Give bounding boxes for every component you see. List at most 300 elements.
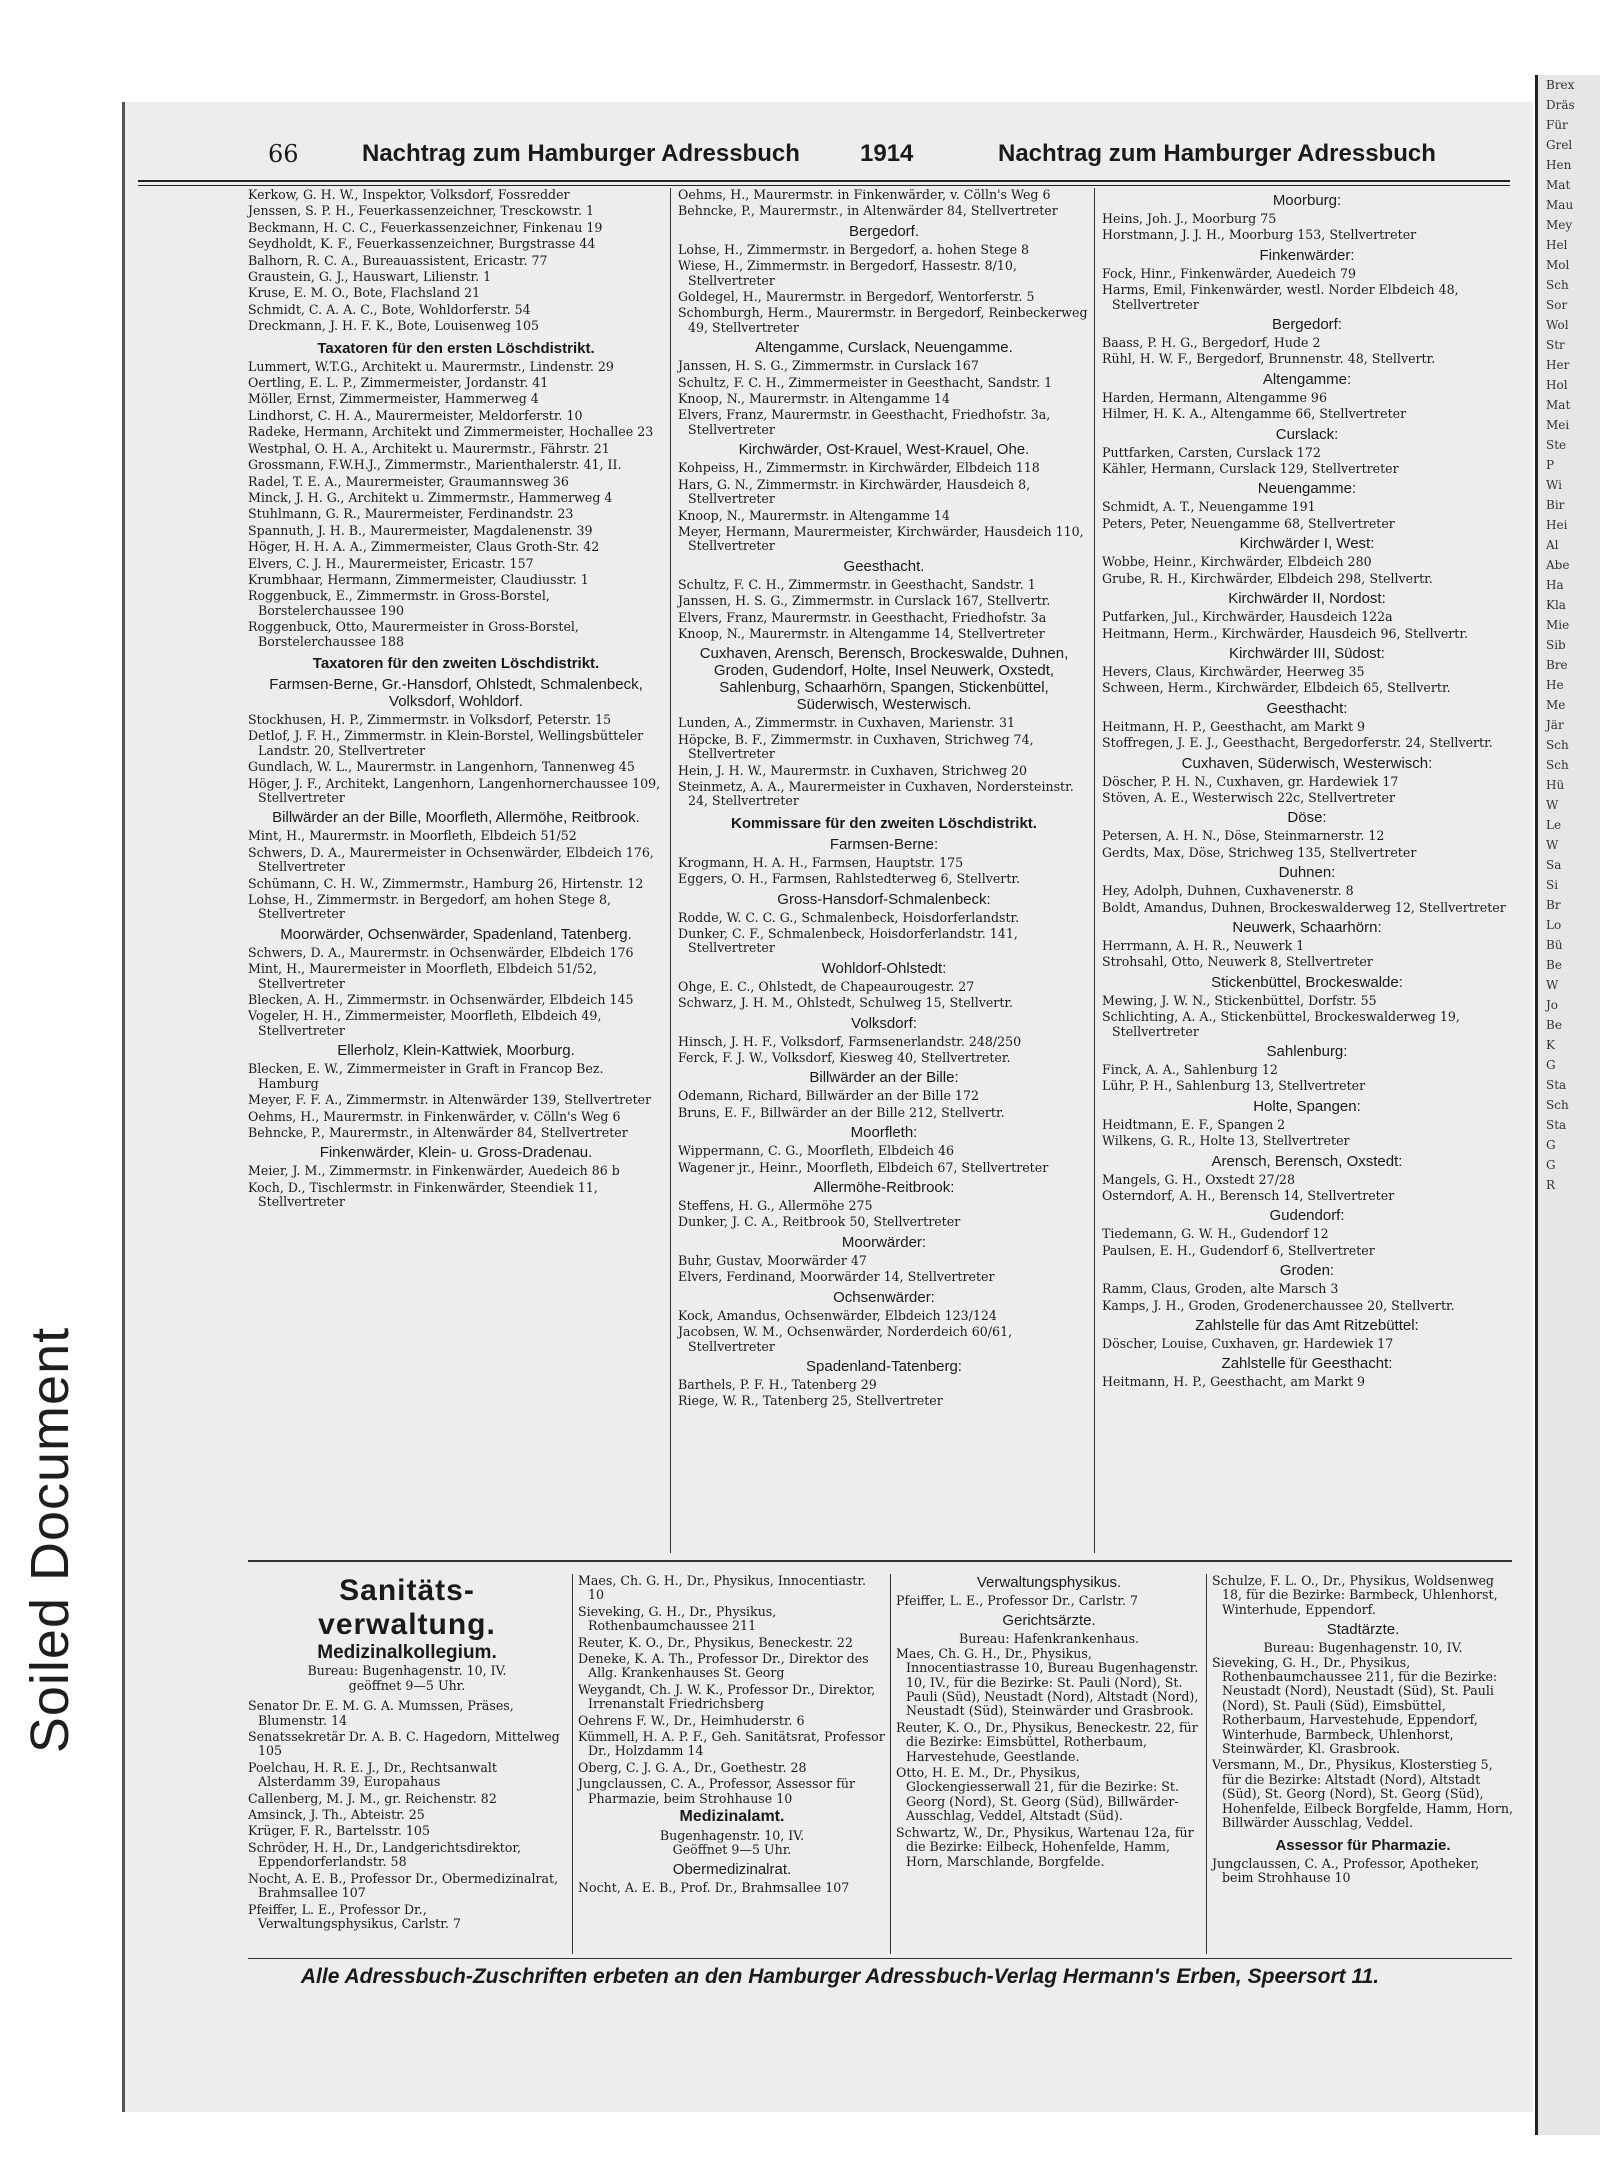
commissioner-district-heading: Bergedorf: — [1271, 316, 1343, 334]
directory-entry: Kümmell, H. A. P. F., Geh. Sanitätsrat, Professor Dr., Holzdamm 14 — [578, 1729, 885, 1759]
directory-entry: Senator Dr. E. M. G. A. Mumssen, Präses, Blumenstr. 14 — [248, 1698, 514, 1728]
column-divider — [572, 1574, 573, 1954]
entry-list — [1212, 1656, 1514, 1831]
directory-entry: Meier, J. M., Zimmermstr. in Finkenwärder, Auedeich 86 b — [248, 1163, 620, 1179]
assessor-heading: Assessor für Pharmazie. — [1275, 1836, 1451, 1854]
directory-entry: Rühl, H. W. F., Bergedorf, Brunnenstr. 48, Stellvertr. — [1102, 351, 1436, 367]
directory-entry: Janssen, H. S. G., Zimmermstr. in Curslack 167 — [678, 358, 979, 374]
directory-entry: Poelchau, H. R. E. J., Dr., Rechtsanwalt Alsterdamm 39, Europahaus — [248, 1759, 497, 1790]
edge-word-fragment: Si — [1546, 878, 1559, 892]
directory-entry: Roggenbuck, E., Zimmermstr. in Gross-Borstel, Borstelerchaussee 190 — [248, 588, 550, 618]
directory-entry: Versmann, M., Dr., Physikus, Klosterstieg 5, für die Bezirke: Altstadt (Nord), Altstadt (Süd), St. Georg (Nord), St. Georg (Süd), Hohenfelde, Eilbeck Borgfelde, Hamm, Horn, Billwärder Ausschlag, Veddel. — [1212, 1757, 1514, 1831]
edge-word-fragment: Sta — [1546, 1118, 1567, 1132]
directory-entry: Behncke, P., Maurermstr., in Altenwärder 84, Stellvertreter — [678, 203, 1058, 219]
directory-entry: Schmidt, C. A. A. C., Bote, Wohldorferstr. 54 — [248, 301, 531, 317]
directory-entry: Jenssen, S. P. H., Feuerkassenzeichner, Tresckowstr. 1 — [248, 203, 594, 219]
edge-word-fragment: Sch — [1546, 1098, 1569, 1112]
edge-word-fragment: Sib — [1546, 638, 1566, 652]
directory-entry: Dreckmann, J. H. F. K., Bote, Louisenweg 105 — [248, 318, 540, 334]
bottom-column-3 — [896, 1574, 1202, 1871]
edge-word-fragment: Sta — [1546, 1078, 1567, 1092]
directory-entry: Heitmann, H. P., Geesthacht, am Markt 9 — [1102, 718, 1366, 734]
entry-list — [678, 716, 1090, 808]
directory-entry: Jacobsen, W. M., Ochsenwärder, Norderdeich 60/61, Stellvertreter — [678, 1324, 1013, 1354]
directory-entry: Schröder, H. H., Dr., Landgerichtsdirektor, Eppendorferlandstr. 58 — [248, 1839, 522, 1870]
commissioner-district-heading: Neuengamme: — [1257, 480, 1357, 498]
edge-word-fragment: Le — [1546, 818, 1562, 832]
directory-entry: Höger, H. H. A. A., Zimmermeister, Claus Groth-Str. 42 — [248, 539, 600, 555]
directory-entry: Stöven, A. E., Westerwisch 22c, Stellvertreter — [1102, 789, 1396, 805]
sanitaets-title-1: Sanitäts- — [339, 1574, 475, 1607]
directory-entry: Graustein, G. J., Hauswart, Lilienstr. 1 — [248, 269, 492, 285]
directory-entry: Buhr, Gustav, Moorwärder 47 — [678, 1252, 867, 1268]
district-heading: Farmsen-Berne, Gr.-Hansdorf, Ohlstedt, Schmalenbeck, Volksdorf, Wohldorf. — [269, 675, 643, 710]
edge-word-fragment: Bir — [1546, 498, 1565, 512]
entry-list — [678, 243, 1090, 335]
column-divider — [890, 1574, 891, 1954]
directory-entry: Döscher, Louise, Cuxhaven, gr. Hardewiek 17 — [1102, 1336, 1394, 1352]
directory-entry: Boldt, Amandus, Duhnen, Brockeswalderweg 12, Stellvertreter — [1102, 899, 1506, 915]
edge-word-fragment: W — [1546, 798, 1559, 812]
page-header — [138, 140, 1510, 180]
section-title: Taxatoren für den zweiten Löschdistrikt. — [312, 654, 600, 672]
directory-entry: Fock, Hinr., Finkenwärder, Auedeich 79 — [1102, 265, 1357, 281]
entry-list — [678, 461, 1090, 553]
directory-entry: Radeke, Hermann, Architekt und Zimmermeister, Hochallee 23 — [248, 424, 654, 440]
directory-entry: Schwers, D. A., Maurermeister in Ochsenwärder, Elbdeich 176, Stellvertreter — [248, 844, 654, 875]
edge-word-fragment: Me — [1546, 698, 1566, 712]
entry-list — [248, 1062, 664, 1140]
directory-entry: Höpcke, B. F., Zimmermstr. in Cuxhaven, Strichweg 74, Stellvertreter — [678, 731, 1034, 762]
edge-word-fragment: G — [1546, 1058, 1556, 1072]
edge-word-fragment: Mey — [1546, 218, 1573, 232]
directory-entry: Sieveking, G. H., Dr., Physikus, Rothenbaumchaussee 211, für die Bezirke: Neustadt (Nord), Neustadt (Süd), St. Pauli (Nord), St. Pauli (Süd), Eimsbüttel, Rotherbaum, Harvestehude, Eppendorf, Winterhude, Barmbeck, Uhlenhorst, Steinwärder, Kl. Grasbrook. — [1212, 1654, 1498, 1757]
directory-entry: Lummert, W.T.G., Architekt u. Maurermstr., Lindenstr. 29 — [248, 358, 614, 374]
directory-entry: Kähler, Hermann, Curslack 129, Stellvertreter — [1102, 461, 1399, 477]
directory-entry: Schultz, F. C. H., Zimmermstr. in Geesthacht, Sandstr. 1 — [678, 576, 1036, 592]
entry-list — [678, 188, 1090, 219]
directory-entry: Gerdts, Max, Döse, Strichweg 135, Stellvertreter — [1102, 844, 1417, 860]
commissioner-groups — [1102, 192, 1512, 1390]
edge-word-fragment: W — [1546, 978, 1559, 992]
directory-entry: Harden, Hermann, Altengamme 96 — [1102, 389, 1327, 405]
edge-word-fragment: Für — [1546, 118, 1568, 132]
directory-entry: Schümann, C. H. W., Zimmermstr., Hamburg 26, Hirtenstr. 12 — [248, 875, 644, 891]
district-heading: Billwärder an der Bille: — [809, 1069, 959, 1087]
entry-list — [248, 1164, 664, 1209]
edge-word-fragment: Br — [1546, 898, 1561, 912]
directory-entry: Ohge, E. C., Ohlstedt, de Chapeaurougestr. 27 — [678, 978, 975, 994]
edge-word-fragment: Al — [1546, 538, 1559, 552]
directory-entry: Paulsen, E. H., Gudendorf 6, Stellvertreter — [1102, 1242, 1375, 1258]
directory-entry: Schomburgh, Herm., Maurermstr. in Bergedorf, Reinbeckerweg 49, Stellvertreter — [678, 305, 1088, 335]
sanitaets-title-2: verwaltung. — [318, 1608, 496, 1641]
edge-word-fragment: R — [1546, 1178, 1556, 1192]
directory-entry: Stockhusen, H. P., Zimmermstr. in Volksdorf, Peterstr. 15 — [248, 711, 612, 727]
commissioner-district-heading: Stickenbüttel, Brockeswalde: — [1211, 973, 1403, 991]
directory-entry: Strohsahl, Otto, Neuwerk 8, Stellvertreter — [1102, 954, 1373, 970]
edge-word-fragment: Be — [1546, 1018, 1562, 1032]
directory-entry: Vogeler, H. H., Zimmermeister, Moorfleth, Elbdeich 49, Stellvertreter — [248, 1008, 602, 1038]
obermedizinalrat-heading: Obermedizinalrat. — [672, 1861, 792, 1879]
district-heading: Kirchwärder, Ost-Krauel, West-Krauel, Ohe. — [738, 441, 1030, 459]
bottom-column-2 — [578, 1574, 886, 1898]
edge-word-fragment: G — [1546, 1158, 1556, 1172]
directory-entry: Schween, Herm., Kirchwärder, Elbdeich 65, Stellvertr. — [1102, 680, 1451, 696]
district-heading: Wohldorf-Ohlstedt: — [821, 959, 947, 977]
directory-entry: Knoop, N., Maurermstr. in Altengamme 14 — [678, 391, 950, 407]
district-heading: Spadenland-Tatenberg: — [806, 1357, 962, 1375]
medizinalamt-address: Bugenhagenstr. 10, IV. — [659, 1827, 805, 1843]
directory-entry: Westphal, O. H. A., Architekt u. Maurermstr., Fährstr. 21 — [248, 440, 610, 456]
edge-word-fragment: Hen — [1546, 158, 1572, 172]
directory-entry: Peters, Peter, Neuengamme 68, Stellvertreter — [1102, 515, 1395, 531]
directory-entry: Oehms, H., Maurermstr. in Finkenwärder, v. Cölln's Weg 6 — [678, 187, 1051, 202]
entry-list — [678, 1144, 1090, 1175]
directory-entry: Schmidt, A. T., Neuengamme 191 — [1102, 499, 1316, 515]
directory-entry: Blecken, A. H., Zimmermstr. in Ochsenwärder, Elbdeich 145 — [248, 992, 634, 1008]
directory-entry: Balhorn, R. C. A., Bureauassistent, Ericastr. 77 — [248, 252, 548, 268]
district-heading: Finkenwärder, Klein- u. Gross-Dradenau. — [319, 1144, 593, 1162]
edge-word-fragment: Be — [1546, 958, 1562, 972]
district-heading: Gross-Hansdorf-Schmalenbeck: — [777, 890, 991, 908]
column-divider — [1094, 188, 1095, 1553]
directory-entry: Maes, Ch. G. H., Dr., Physikus, Innocentiastr. 10 — [578, 1573, 866, 1603]
directory-entry: Jungclaussen, C. A., Professor, Assessor für Pharmazie, beim Strohhause 10 — [578, 1776, 855, 1806]
edge-word-fragment: Sa — [1546, 858, 1562, 872]
stadtaerzte-bureau: Bureau: Bugenhagenstr. 10, IV. — [1263, 1640, 1463, 1656]
commissioner-district-heading: Kirchwärder I, West: — [1239, 535, 1375, 553]
directory-entry: Heidtmann, E. F., Spangen 2 — [1102, 1116, 1286, 1132]
directory-entry: Knoop, N., Maurermstr. in Altengamme 14 — [678, 507, 950, 523]
column-divider — [1206, 1574, 1207, 1954]
edge-word-fragment: Brex — [1546, 78, 1575, 92]
commissioner-district-heading: Kirchwärder II, Nordost: — [1228, 590, 1386, 608]
entry-list — [248, 829, 664, 921]
directory-entry: Jungclaussen, C. A., Professor, Apotheker, beim Strohhause 10 — [1212, 1855, 1480, 1885]
medizinalamt-heading: Medizinalamt. — [679, 1808, 785, 1826]
right-page-edge — [1535, 75, 1600, 2135]
entry-list — [248, 1699, 566, 1931]
entry-list — [578, 1881, 886, 1895]
commissioner-district-heading: Moorburg: — [1272, 192, 1342, 209]
edge-word-fragment: Mau — [1546, 198, 1574, 212]
entry-list — [678, 856, 1090, 887]
edge-word-fragment: Dräs — [1546, 98, 1575, 112]
entry-list — [678, 359, 1090, 437]
directory-entry: Gundlach, W. L., Maurermstr. in Langenhorn, Tannenweg 45 — [248, 759, 635, 775]
edge-word-fragment: Hel — [1546, 238, 1568, 252]
directory-entry: Schwartz, W., Dr., Physikus, Wartenau 12a, für die Bezirke: Eilbeck, Hohenfelde, Hamm, Horn, Marschlande, Borgfelde. — [896, 1824, 1194, 1869]
directory-entry: Oehrens F. W., Dr., Heimhuderstr. 6 — [578, 1712, 805, 1728]
directory-entry: Lühr, P. H., Sahlenburg 13, Stellvertreter — [1102, 1078, 1366, 1094]
edge-word-fragment: K — [1546, 1038, 1555, 1052]
directory-entry: Maes, Ch. G. H., Dr., Physikus, Innocentiastrasse 10, Bureau Bugenhagenstr. 10, IV., für die Bezirke: St. Pauli (Nord), St. Pauli (Süd), Neustadt (Nord), Altstadt (Nord), Neustadt (Süd), Steinwärder und Grasbrook. — [896, 1645, 1199, 1719]
directory-entry: Janssen, H. S. G., Zimmermstr. in Curslack 167, Stellvertr. — [678, 593, 1051, 609]
district-heading: Bergedorf. — [848, 222, 920, 240]
directory-entry: Minck, J. H. G., Architekt u. Zimmermstr., Hammerweg 4 — [248, 489, 613, 505]
edge-word-fragment: Grel — [1546, 138, 1573, 152]
directory-entry: Kohpeiss, H., Zimmermstr. in Kirchwärder, Elbdeich 118 — [678, 460, 1040, 476]
directory-entry: Kamps, J. H., Groden, Grodenerchaussee 20, Stellvertr. — [1102, 1297, 1455, 1313]
entry-list — [248, 946, 664, 1038]
edge-word-fragment: Mat — [1546, 398, 1571, 412]
entry-list — [1212, 1574, 1514, 1617]
directory-entry: Puttfarken, Carsten, Curslack 172 — [1102, 444, 1321, 460]
directory-entry: Heitmann, H. P., Geesthacht, am Markt 9 — [1102, 1374, 1366, 1390]
commissioner-district-heading: Zahlstelle für Geesthacht: — [1221, 1355, 1393, 1373]
directory-entry: Goldegel, H., Maurermstr. in Bergedorf, Wentorferstr. 5 — [678, 289, 1035, 305]
directory-entry: Krüger, F. R., Bartelsstr. 105 — [248, 1823, 430, 1839]
directory-entry: Callenberg, M. J. M., gr. Reichenstr. 82 — [248, 1790, 497, 1806]
directory-entry: Baass, P. H. G., Bergedorf, Hude 2 — [1102, 335, 1321, 351]
directory-entry: Mangels, G. H., Oxstedt 27/28 — [1102, 1171, 1295, 1187]
directory-entry: Lindhorst, C. H. A., Maurermeister, Meldorferstr. 10 — [248, 407, 583, 423]
entry-list — [1212, 1857, 1514, 1886]
header-year: 1914 — [860, 140, 914, 167]
directory-entry: Krumbhaar, Hermann, Zimmermeister, Claudiusstr. 1 — [248, 571, 589, 587]
directory-entry: Petersen, A. H. N., Döse, Steinmarnerstr. 12 — [1102, 828, 1385, 844]
directory-entry: Oehms, H., Maurermstr. in Finkenwärder, v. Cölln's Weg 6 — [248, 1108, 621, 1124]
directory-entry: Möller, Ernst, Zimmermeister, Hammerweg 4 — [248, 391, 539, 407]
directory-entry: Radel, T. E. A., Maurermeister, Graumannsweg 36 — [248, 473, 569, 489]
directory-entry: Reuter, K. O., Dr., Physikus, Beneckestr. 22, für die Bezirke: Eimsbüttel, Rotherbaum, Harvestehude, Geestlande. — [896, 1719, 1198, 1764]
commissioner-district-heading: Döse: — [1287, 809, 1327, 827]
directory-entry: Mint, H., Maurermstr. in Moorfleth, Elbdeich 51/52 — [248, 828, 577, 844]
header-right-title: Nachtrag zum Hamburger Adressbuch — [998, 140, 1436, 167]
directory-entry: Nocht, A. E. B., Prof. Dr., Brahmsallee 107 — [578, 1880, 850, 1896]
directory-entry: Oertling, E. L. P., Zimmermeister, Jordanstr. 41 — [248, 375, 549, 391]
edge-word-fragment: W — [1546, 838, 1559, 852]
medizinalkollegium-heading: Medizinalkollegium. — [317, 1642, 497, 1663]
directory-entry: Roggenbuck, Otto, Maurermeister in Gross-Borstel, Borstelerchaussee 188 — [248, 619, 579, 649]
directory-entry: Steffens, H. G., Allermöhe 275 — [678, 1198, 873, 1214]
edge-word-fragment: Sch — [1546, 738, 1569, 752]
directory-entry: Eggers, O. H., Farmsen, Rahlstedterweg 6, Stellvertr. — [678, 871, 1021, 887]
footer-rule — [248, 1958, 1512, 1959]
edge-word-fragment: Hei — [1546, 518, 1568, 532]
commissioner-district-heading: Gudendorf: — [1269, 1207, 1345, 1225]
edge-word-fragment: Kla — [1546, 598, 1566, 612]
opening-hours: geöffnet 9—5 Uhr. — [348, 1677, 466, 1693]
entry-list — [678, 1035, 1090, 1066]
edge-word-fragment: Mol — [1546, 258, 1570, 272]
commissioner-district-heading: Finkenwärder: — [1259, 246, 1355, 264]
edge-word-fragment: Ste — [1546, 438, 1567, 452]
edge-word-fragment: Mei — [1546, 418, 1570, 432]
district-heading: Moorwärder: — [841, 1233, 927, 1251]
directory-entry: Hars, G. N., Zimmermstr. in Kirchwärder, Hausdeich 8, Stellvertreter — [678, 476, 1031, 507]
section-title: Taxatoren für den ersten Löschdistrikt. — [317, 339, 595, 357]
stadtaerzte-heading: Stadtärzte. — [1326, 1621, 1400, 1639]
entry-list — [678, 578, 1090, 642]
directory-entry: Wiese, H., Zimmermstr. in Bergedorf, Hassestr. 8/10, Stellvertreter — [678, 258, 1017, 288]
directory-entry: Hein, J. H. W., Maurermstr. in Cuxhaven, Strichweg 20 — [678, 762, 1028, 778]
directory-entry: Blecken, E. W., Zimmermeister in Graft in Francop Bez. Hamburg — [248, 1061, 604, 1091]
column-3 — [1102, 188, 1512, 1392]
entry-list — [678, 1089, 1090, 1120]
directory-entry: Otto, H. E. M., Dr., Physikus, Glockengiesserwall 21, für die Bezirke: St. Georg (Nord), St. Georg (Süd), Billwärder-Ausschlag, Veddel, Altstadt (Süd). — [896, 1765, 1179, 1824]
section-title: Kommissare für den zweiten Löschdistrikt. — [731, 814, 1037, 832]
directory-entry: Riege, W. R., Tatenberg 25, Stellvertreter — [678, 1393, 943, 1409]
district-heading: Farmsen-Berne: — [829, 835, 939, 853]
directory-entry: Oberg, C. J. G. A., Dr., Goethestr. 28 — [578, 1759, 807, 1775]
district-heading: Ochsenwärder: — [833, 1288, 935, 1306]
gerichtsaerzte-bureau: Bureau: Hafenkrankenhaus. — [958, 1631, 1140, 1647]
directory-entry: Wilkens, G. R., Holte 13, Stellvertreter — [1102, 1133, 1350, 1149]
directory-entry: Amsinck, J. Th., Abteistr. 25 — [248, 1807, 425, 1823]
commissioner-district-heading: Kirchwärder III, Südost: — [1229, 644, 1385, 662]
entry-list — [678, 1254, 1090, 1285]
entry-list — [248, 713, 664, 805]
header-rule — [138, 180, 1510, 186]
directory-entry: Mint, H., Maurermeister in Moorfleth, Elbdeich 51/52, Stellvertreter — [248, 961, 598, 991]
directory-entry: Kock, Amandus, Ochsenwärder, Elbdeich 123/124 — [678, 1307, 997, 1323]
entry-list — [248, 360, 664, 649]
edge-word-fragment: Bre — [1546, 658, 1568, 672]
directory-entry: Ferck, F. J. W., Volksdorf, Kiesweg 40, Stellvertreter. — [678, 1050, 1011, 1066]
page-number: 66 — [268, 140, 299, 168]
publisher-footer: Alle Adressbuch-Zuschriften erbeten an den Hamburger Adressbuch-Verlag Hermann's Erben, Speersort 11. — [300, 1965, 1380, 1988]
commissioner-district-heading: Duhnen: — [1278, 864, 1336, 882]
directory-entry: Dunker, J. C. A., Reitbrook 50, Stellvertreter — [678, 1214, 961, 1230]
directory-entry: Schwers, D. A., Maurermstr. in Ochsenwärder, Elbdeich 176 — [248, 944, 634, 960]
directory-entry: Barthels, P. F. H., Tatenberg 29 — [678, 1376, 877, 1392]
medizinalamt-hours: Geöffnet 9—5 Uhr. — [672, 1841, 792, 1857]
commissioner-district-heading: Cuxhaven, Süderwisch, Westerwisch: — [1181, 754, 1433, 772]
directory-entry: Schultz, F. C. H., Zimmermeister in Geesthacht, Sandstr. 1 — [678, 374, 1053, 390]
directory-entry: Tiedemann, G. W. H., Gudendorf 12 — [1102, 1226, 1329, 1242]
directory-entry: Hilmer, H. K. A., Altengamme 66, Stellvertreter — [1102, 406, 1407, 422]
edge-word-fragment: P — [1546, 458, 1555, 472]
edge-word-fragment: Hol — [1546, 378, 1568, 392]
directory-entry: Grube, R. H., Kirchwärder, Elbdeich 298, Stellvertr. — [1102, 570, 1433, 586]
stamp-text: Soiled Document — [20, 1326, 80, 1754]
directory-entry: Beckmann, H. C. C., Feuerkassenzeichner, Finkenau 19 — [248, 219, 603, 235]
edge-word-fragment: Ha — [1546, 578, 1564, 592]
header-left-title: Nachtrag zum Hamburger Adressbuch — [362, 140, 800, 167]
directory-entry: Herrmann, A. H. R., Neuwerk 1 — [1102, 937, 1305, 953]
directory-entry: Wobbe, Heinr., Kirchwärder, Elbdeich 280 — [1102, 554, 1372, 570]
commissioner-district-heading: Groden: — [1279, 1262, 1335, 1280]
directory-entry: Behncke, P., Maurermstr., in Altenwärder 84, Stellvertreter — [248, 1124, 628, 1140]
directory-entry: Reuter, K. O., Dr., Physikus, Beneckestr. 22 — [578, 1634, 853, 1650]
directory-entry: Stuhlmann, G. R., Maurermeister, Ferdinandstr. 23 — [248, 506, 574, 522]
edge-word-fragment: Str — [1546, 338, 1565, 352]
verwaltungsphysikus-heading: Verwaltungsphysikus. — [976, 1574, 1122, 1591]
commissioner-district-heading: Sahlenburg: — [1266, 1043, 1348, 1060]
directory-entry: Hevers, Claus, Kirchwärder, Heerweg 35 — [1102, 663, 1365, 679]
entry-list — [678, 911, 1090, 956]
directory-entry: Koch, D., Tischlermstr. in Finkenwärder, Steendiek 11, Stellvertreter — [248, 1179, 598, 1210]
gerichtsaerzte-heading: Gerichtsärzte. — [1002, 1612, 1096, 1630]
directory-entry: Elvers, C. J. H., Maurermeister, Ericastr. 157 — [248, 555, 534, 571]
directory-entry: Knoop, N., Maurermstr. in Altengamme 14, Stellvertreter — [678, 625, 1045, 641]
directory-entry: Senatssekretär Dr. A. B. C. Hagedorn, Mittelweg 105 — [248, 1729, 560, 1759]
directory-entry: Kerkow, G. H. W., Inspektor, Volksdorf, Fossredder — [248, 187, 570, 202]
commissioner-district-heading: Geesthacht: — [1266, 699, 1348, 717]
directory-entry: Hey, Adolph, Duhnen, Cuxhavenerstr. 8 — [1102, 883, 1354, 899]
entry-list — [678, 980, 1090, 1011]
district-heading: Geesthacht. — [843, 557, 925, 575]
directory-entry: Seydholdt, K. F., Feuerkassenzeichner, Burgstrasse 44 — [248, 236, 596, 252]
commissioner-district-heading: Zahlstelle für das Amt Ritzebüttel: — [1195, 1317, 1419, 1335]
directory-entry: Lohse, H., Zimmermstr. in Bergedorf, am hohen Stege 8, Stellvertreter — [248, 892, 611, 922]
edge-word-fragment: Lo — [1546, 918, 1562, 932]
directory-entry: Wagener jr., Heinr., Moorfleth, Elbdeich 67, Stellvertreter — [678, 1159, 1049, 1175]
directory-entry: Odemann, Richard, Billwärder an der Bille 172 — [678, 1088, 979, 1104]
edge-word-fragment: Mie — [1546, 618, 1570, 632]
directory-entry: Spannuth, J. H. B., Maurermeister, Magdalenenstr. 39 — [248, 522, 593, 538]
edge-word-fragment: Mat — [1546, 178, 1571, 192]
directory-entry: Dunker, C. F., Schmalenbeck, Hoisdorferlandstr. 141, Stellvertreter — [678, 926, 1018, 956]
directory-entry: Lohse, H., Zimmermstr. in Bergedorf, a. hohen Stege 8 — [678, 241, 1030, 257]
entry-list — [678, 1199, 1090, 1230]
district-heading: Moorwärder, Ochsenwärder, Spadenland, Tatenberg. — [280, 925, 632, 943]
section-separator — [248, 1560, 1512, 1562]
directory-entry: Schwarz, J. H. M., Ohlstedt, Schulweg 15, Stellvertr. — [678, 995, 1014, 1011]
directory-entry: Sieveking, G. H., Dr., Physikus, Rothenbaumchaussee 211 — [578, 1603, 777, 1634]
directory-entry: Pfeiffer, L. E., Professor Dr., Verwaltungsphysikus, Carlstr. 7 — [248, 1901, 461, 1931]
bottom-column-1 — [248, 1574, 566, 1933]
directory-entry: Elvers, Franz, Maurermstr. in Geesthacht, Friedhofstr. 3a, Stellvertreter — [678, 407, 1051, 437]
column-2 — [678, 188, 1090, 1411]
directory-entry: Finck, A. A., Sahlenburg 12 — [1102, 1062, 1278, 1077]
commissioner-district-heading: Holte, Spangen: — [1253, 1097, 1361, 1115]
entry-list — [896, 1594, 1202, 1608]
directory-entry: Putfarken, Jul., Kirchwärder, Hausdeich 122a — [1102, 609, 1393, 625]
commissioner-district-heading: Curslack: — [1275, 425, 1339, 443]
edge-word-fragment: Bü — [1546, 938, 1563, 952]
district-heading: Billwärder an der Bille, Moorfleth, Allermöhe, Reitbrook. — [272, 809, 640, 827]
edge-word-fragment: Jär — [1546, 718, 1564, 732]
directory-entry: Osterndorf, A. H., Berensch 14, Stellvertreter — [1102, 1188, 1395, 1204]
directory-entry: Pfeiffer, L. E., Professor Dr., Carlstr. 7 — [896, 1593, 1139, 1608]
directory-entry: Horstmann, J. J. H., Moorburg 153, Stellvertreter — [1102, 227, 1417, 243]
edge-word-fragment: Abe — [1546, 558, 1570, 572]
edge-word-fragment: G — [1546, 1138, 1556, 1152]
district-heading: Allermöhe-Reitbrook: — [813, 1179, 955, 1197]
directory-entry: Lunden, A., Zimmermstr. in Cuxhaven, Marienstr. 31 — [678, 715, 1016, 731]
directory-entry: Steinmetz, A. A., Maurermeister in Cuxhaven, Nordersteinstr. 24, Stellvertreter — [678, 778, 1074, 809]
entry-list — [678, 1309, 1090, 1354]
directory-entry: Grossmann, F.W.H.J., Zimmermstr., Marienthalerstr. 41, II. — [248, 457, 622, 473]
directory-entry: Elvers, Ferdinand, Moorwärder 14, Stellvertreter — [678, 1269, 995, 1285]
edge-word-fragment: Sch — [1546, 278, 1569, 292]
directory-entry: Detlof, J. F. H., Zimmermstr. in Klein-Borstel, Wellingsbütteler Landstr. 20, Stellvertreter — [248, 728, 644, 758]
edge-word-fragment: Sor — [1546, 298, 1568, 312]
directory-entry: Weygandt, Ch. J. W. K., Professor Dr., Direktor, Irrenanstalt Friedrichsberg — [578, 1681, 876, 1712]
edge-word-fragment: Her — [1546, 358, 1570, 372]
directory-entry: Stoffregen, J. E. J., Geesthacht, Bergedorferstr. 24, Stellvertr. — [1102, 735, 1493, 751]
directory-entry: Kruse, E. M. O., Bote, Flachsland 21 — [248, 285, 481, 301]
directory-entry: Mewing, J. W. N., Stickenbüttel, Dorfstr. 55 — [1102, 992, 1377, 1008]
edge-word-fragment: Hü — [1546, 778, 1565, 792]
column-1 — [248, 188, 664, 1212]
entry-list — [896, 1647, 1202, 1869]
district-heading: Ellerholz, Klein-Kattwiek, Moorburg. — [337, 1042, 575, 1060]
directory-entry: Meyer, F. F. A., Zimmermstr. in Altenwärder 139, Stellvertreter — [248, 1092, 652, 1108]
district-heading: Moorfleth: — [850, 1124, 918, 1142]
directory-entry: Schlichting, A. A., Stickenbüttel, Brockeswalderweg 19, Stellvertreter — [1102, 1009, 1460, 1039]
directory-entry: Hinsch, J. H. F., Volksdorf, Farmsenerlandstr. 248/250 — [678, 1033, 1022, 1049]
district-heading: Cuxhaven, Arensch, Berensch, Brockeswalde, Duhnen, Groden, Gudendorf, Holte, Insel Neuwerk, Oxstedt, Sahlenburg, Schaarhörn, Spangen, Stickenbüttel, Süderwisch, Westerwisch. — [699, 645, 1069, 714]
district-heading: Altengamme, Curslack, Neuengamme. — [755, 339, 1013, 357]
commissioner-district-heading: Altengamme: — [1262, 370, 1352, 388]
entry-list — [578, 1574, 886, 1806]
edge-word-fragment: Jo — [1546, 998, 1559, 1012]
directory-entry: Rodde, W. C. C. G., Schmalenbeck, Hoisdorferlandstr. — [678, 909, 1020, 925]
